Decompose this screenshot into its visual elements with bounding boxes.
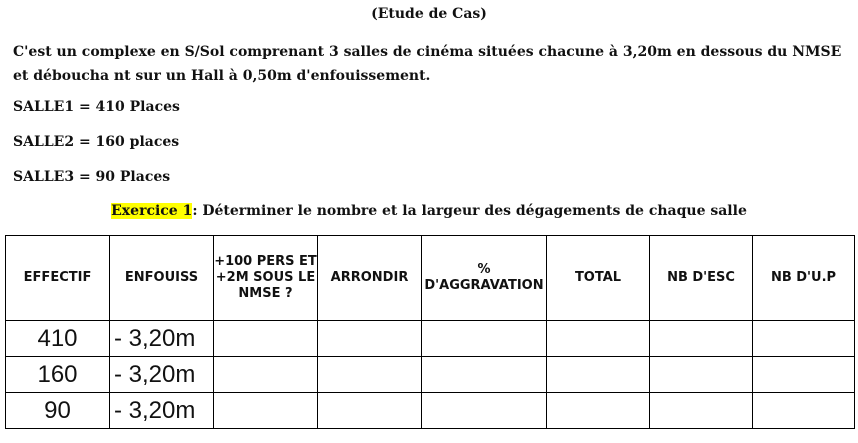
empty-cell[interactable]	[422, 357, 547, 393]
effectif-cell: 90	[6, 393, 110, 429]
empty-cell[interactable]	[547, 357, 650, 393]
header-arrondir: ARRONDIR	[318, 236, 422, 321]
empty-cell[interactable]	[650, 321, 753, 357]
enfouiss-cell: - 3,20m	[110, 357, 214, 393]
empty-cell[interactable]	[753, 321, 855, 357]
empty-cell[interactable]	[318, 357, 422, 393]
header-aggravation: % D'AGGRAVATION	[422, 236, 547, 321]
empty-cell[interactable]	[650, 393, 753, 429]
header-enfouiss: ENFOUISS	[110, 236, 214, 321]
empty-cell[interactable]	[547, 393, 650, 429]
empty-cell[interactable]	[547, 321, 650, 357]
enfouiss-cell: - 3,20m	[110, 393, 214, 429]
exercise-statement	[0, 203, 858, 219]
salle-1-line: SALLE1 = 410 Places	[13, 99, 180, 115]
table-row	[6, 321, 855, 357]
empty-cell[interactable]	[753, 357, 855, 393]
empty-cell[interactable]	[650, 357, 753, 393]
empty-cell[interactable]	[214, 393, 318, 429]
exercise-text: : Déterminer le nombre et la largeur des dégagements de chaque salle	[192, 203, 747, 219]
salle-2-line: SALLE2 = 160 places	[13, 134, 180, 150]
empty-cell[interactable]	[753, 393, 855, 429]
table-row	[6, 393, 855, 429]
effectif-cell: 410	[6, 321, 110, 357]
table-row	[6, 357, 855, 393]
empty-cell[interactable]	[214, 321, 318, 357]
enfouiss-cell: - 3,20m	[110, 321, 214, 357]
header-effectif: EFFECTIF	[6, 236, 110, 321]
header-nb-up: NB D'U.P	[753, 236, 855, 321]
effectif-cell: 160	[6, 357, 110, 393]
table-header-row	[6, 236, 855, 321]
empty-cell[interactable]	[318, 393, 422, 429]
intro-paragraph: C'est un complexe en S/Sol comprenant 3 salles de cinéma situées chacune à 3,20m en dessous du NMSE et déboucha nt sur un Hall à 0,50m d'enfouissement.	[13, 44, 842, 84]
empty-cell[interactable]	[214, 357, 318, 393]
header-plus-100-pers: +100 PERS ET +2M SOUS LE NMSE ?	[214, 236, 318, 321]
empty-cell[interactable]	[422, 393, 547, 429]
header-nb-esc: NB D'ESC	[650, 236, 753, 321]
empty-cell[interactable]	[422, 321, 547, 357]
header-total: TOTAL	[547, 236, 650, 321]
exercise-label: Exercice 1	[111, 203, 193, 219]
answer-table	[5, 235, 855, 429]
salle-3-line: SALLE3 = 90 Places	[13, 169, 171, 185]
case-study-title: (Etude de Cas)	[371, 6, 487, 22]
empty-cell[interactable]	[318, 321, 422, 357]
